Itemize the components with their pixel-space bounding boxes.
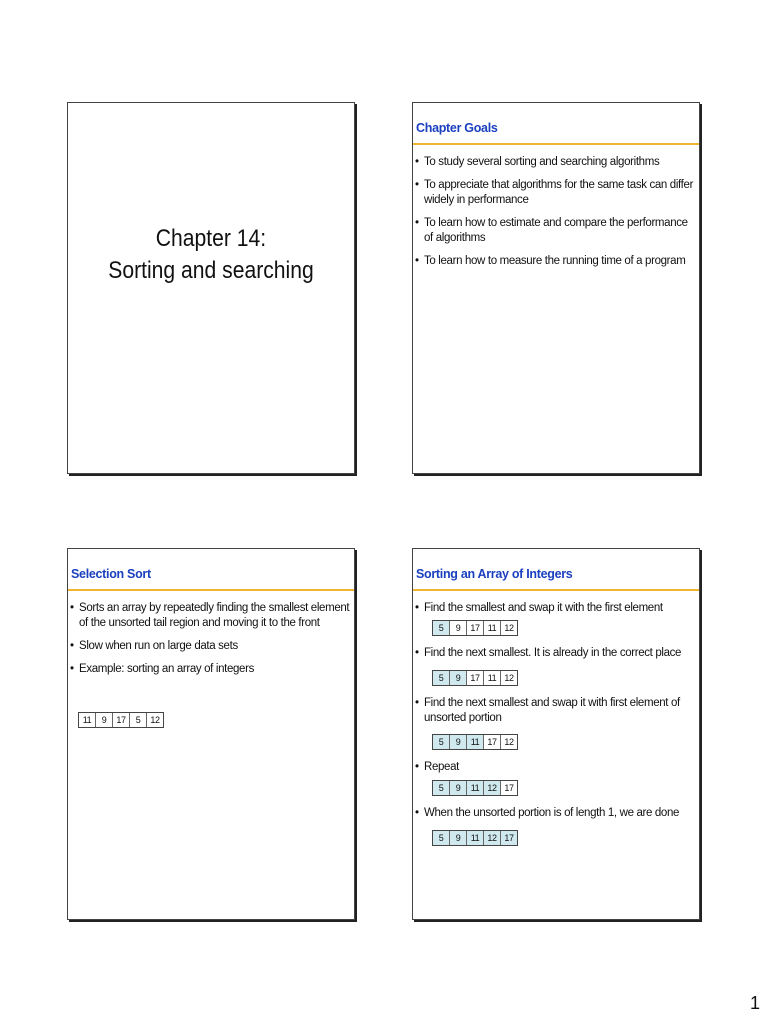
array-cell: 12 [147, 713, 163, 727]
bullet-item: • Example: sorting an array of integers [70, 663, 254, 675]
array-cell: 9 [450, 671, 467, 685]
step-item [415, 601, 695, 636]
bullet-dot: • [415, 602, 419, 614]
array-cell: 5 [433, 735, 450, 749]
bullet-list [70, 601, 350, 683]
array-cell: 9 [450, 621, 467, 635]
step-array [432, 620, 518, 636]
array-cell: 17 [501, 781, 517, 795]
bullet-dot: • [70, 663, 74, 675]
bullet-dot: • [415, 761, 419, 773]
slide-heading: Chapter Goals [416, 121, 498, 135]
example-array [78, 712, 164, 728]
bullet-dot: • [415, 255, 419, 267]
array-cell: 12 [484, 831, 501, 845]
array-cell: 9 [450, 781, 467, 795]
slide-chapter-goals [412, 102, 700, 474]
step-text: Repeat [424, 761, 459, 773]
array-cell: 11 [467, 781, 484, 795]
page-number: 1 [749, 993, 760, 1013]
heading-rule [413, 589, 699, 591]
array-cell: 5 [130, 713, 147, 727]
slide-title [67, 102, 355, 474]
step-item [415, 646, 695, 686]
step-array [432, 780, 518, 796]
array-cell: 17 [501, 831, 517, 845]
array-cell: 12 [501, 621, 517, 635]
bullet-item: • To learn how to estimate and compare the performance of algorithms [415, 217, 688, 244]
array-cell: 11 [484, 671, 501, 685]
slide-title-text [85, 223, 337, 287]
bullet-dot: • [415, 179, 419, 191]
step-text: When the unsorted portion is of length 1, we are done [424, 807, 680, 819]
step-text: Find the next smallest. It is already in the correct place [424, 647, 682, 659]
title-line-1: Chapter 14: [155, 225, 267, 252]
bullet-dot: • [415, 156, 419, 168]
array-cell: 17 [467, 671, 484, 685]
array-cell: 5 [433, 831, 450, 845]
bullet-dot: • [415, 647, 419, 659]
heading-rule [68, 589, 354, 591]
bullet-item: • Slow when run on large data sets [70, 640, 238, 652]
step-item [415, 760, 695, 796]
slide-sorting-array [412, 548, 700, 920]
array-cell: 5 [433, 671, 450, 685]
heading-rule [413, 143, 699, 145]
array-cell: 11 [467, 831, 484, 845]
array-cell: 12 [501, 735, 517, 749]
array-cell: 9 [96, 713, 113, 727]
array-cell: 5 [433, 781, 450, 795]
step-array [432, 830, 518, 846]
bullet-dot: • [70, 640, 74, 652]
array-cell: 11 [484, 621, 501, 635]
array-cell: 17 [467, 621, 484, 635]
bullet-list [415, 155, 695, 269]
slide-heading: Sorting an Array of Integers [416, 567, 573, 581]
array-cell: 9 [450, 831, 467, 845]
bullet-dot: • [70, 602, 74, 614]
bullet-dot: • [415, 217, 419, 229]
step-array [432, 734, 518, 750]
array-cell: 17 [484, 735, 501, 749]
bullet-item: • To appreciate that algorithms for the same task can differ widely in performance [415, 179, 694, 206]
bullet-dot: • [415, 697, 419, 709]
bullet-item: • To study several sorting and searching algorithms [415, 156, 660, 168]
title-line-2: Sorting and searching [108, 257, 314, 284]
array-cell: 11 [467, 735, 484, 749]
array-cell: 11 [79, 713, 96, 727]
step-item [415, 806, 695, 846]
step-item [415, 696, 695, 750]
step-array [432, 670, 518, 686]
step-text: Find the smallest and swap it with the first element [424, 602, 663, 614]
bullet-item: • Sorts an array by repeatedly finding the smallest element of the unsorted tail region and moving it to the front [70, 602, 350, 629]
slide-selection-sort [67, 548, 355, 920]
bullet-dot: • [415, 807, 419, 819]
step-list [415, 601, 695, 846]
array-cell: 12 [484, 781, 501, 795]
array-cell: 12 [501, 671, 517, 685]
slide-heading: Selection Sort [71, 567, 151, 581]
step-text: Find the next smallest and swap it with first element of unsorted portion [424, 697, 680, 724]
array-cell: 9 [450, 735, 467, 749]
bullet-item: • To learn how to measure the running time of a program [415, 255, 686, 267]
array-cell: 17 [113, 713, 130, 727]
array-cell: 5 [433, 621, 450, 635]
